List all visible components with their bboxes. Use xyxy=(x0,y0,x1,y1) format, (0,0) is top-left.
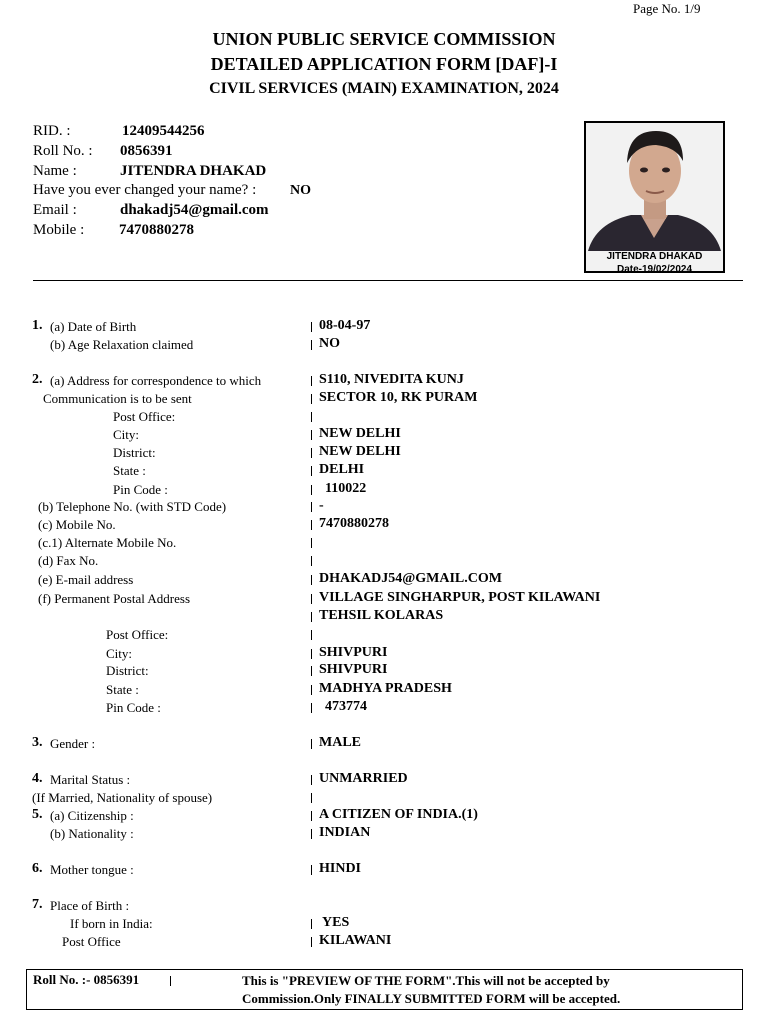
perm-state-label: State : xyxy=(106,682,139,697)
separator xyxy=(311,394,312,404)
address-line-1: S110, NIVEDITA KUNJ xyxy=(319,372,464,387)
gender-value: MALE xyxy=(319,735,361,750)
mother-tongue-value: HINDI xyxy=(319,861,362,876)
perm-post-office-label: Post Office: xyxy=(106,627,169,642)
preview-notice-line-1: This is "PREVIEW OF THE FORM".This will not be accepted by xyxy=(242,973,610,988)
spouse-nationality-label: (If Married, Nationality of spouse) xyxy=(32,790,213,805)
separator xyxy=(311,612,312,622)
rid-value: 12409544256 xyxy=(122,123,205,139)
name-value: JITENDRA DHAKAD xyxy=(120,163,267,179)
separator xyxy=(311,448,312,458)
photo-caption-date: Date-19/02/2024 xyxy=(616,264,693,273)
nationality-label: (b) Nationality : xyxy=(50,826,134,841)
email-address-value: DHAKADJ54@GMAIL.COM xyxy=(319,571,502,586)
post-office-label: Post Office: xyxy=(113,409,176,424)
citizenship-label: (a) Citizenship : xyxy=(50,808,134,823)
state-label: State : xyxy=(113,463,146,478)
separator xyxy=(311,811,312,821)
perm-pin-code-value: 473774 xyxy=(325,699,367,714)
separator xyxy=(170,976,171,986)
mobile-label: Mobile : xyxy=(33,222,85,238)
birth-post-office-value: KILAWANI xyxy=(319,933,392,948)
item-number-2: 2. xyxy=(32,372,43,387)
city-label: City: xyxy=(113,427,140,442)
permanent-address-label: (f) Permanent Postal Address xyxy=(38,591,191,606)
separator xyxy=(311,520,312,530)
separator xyxy=(311,739,312,749)
dob-value: 08-04-97 xyxy=(319,318,371,333)
separator xyxy=(311,376,312,386)
rid-label: RID. : xyxy=(33,123,71,139)
permanent-address-line-1: VILLAGE SINGHARPUR, POST KILAWANI xyxy=(319,590,601,605)
separator xyxy=(311,575,312,585)
item-number-1: 1. xyxy=(32,318,43,333)
marital-status-value: UNMARRIED xyxy=(319,771,408,786)
item-number-3: 3. xyxy=(32,735,43,750)
age-relaxation-value: NO xyxy=(319,336,340,351)
candidate-photo xyxy=(584,121,725,273)
address-label: (a) Address for correspondence to which xyxy=(50,373,262,388)
mobile-no-label: (c) Mobile No. xyxy=(38,517,116,532)
mother-tongue-label: Mother tongue : xyxy=(50,862,134,877)
mobile-value: 7470880278 xyxy=(119,222,194,238)
separator xyxy=(311,485,312,495)
born-in-india-label: If born in India: xyxy=(70,916,153,931)
separator xyxy=(311,412,312,422)
fax-label: (d) Fax No. xyxy=(38,553,99,568)
city-value: NEW DELHI xyxy=(319,426,401,441)
nationality-value: INDIAN xyxy=(319,825,371,840)
title-form: DETAILED APPLICATION FORM [DAF]-I xyxy=(210,54,558,74)
dob-label: (a) Date of Birth xyxy=(50,319,137,334)
roll-value: 0856391 xyxy=(120,143,173,159)
preview-footer xyxy=(26,969,743,1010)
state-value: DELHI xyxy=(319,462,365,477)
photo-caption-name: JITENDRA DHAKAD xyxy=(606,251,703,262)
district-value: NEW DELHI xyxy=(319,444,401,459)
email-label: Email : xyxy=(33,202,77,218)
item-number-5: 5. xyxy=(32,807,43,822)
separator xyxy=(311,538,312,548)
name-changed-label: Have you ever changed your name? : xyxy=(33,182,257,198)
perm-city-label: City: xyxy=(106,646,133,661)
district-label: District: xyxy=(113,445,156,460)
telephone-value: - xyxy=(319,498,324,513)
separator xyxy=(311,829,312,839)
perm-pin-code-label: Pin Code : xyxy=(106,700,161,715)
separator xyxy=(311,775,312,785)
separator xyxy=(311,556,312,566)
age-relaxation-label: (b) Age Relaxation claimed xyxy=(50,337,194,352)
footer-roll-number: Roll No. :- 0856391 xyxy=(33,972,140,987)
page-number: Page No. 1/9 xyxy=(633,1,701,16)
pin-code-value: 110022 xyxy=(325,481,367,496)
name-label: Name : xyxy=(33,163,77,179)
perm-district-label: District: xyxy=(106,663,149,678)
item-number-4: 4. xyxy=(32,771,43,786)
preview-notice-line-2: Commission.Only FINALLY SUBMITTED FORM will be accepted. xyxy=(242,991,621,1006)
title-commission: UNION PUBLIC SERVICE COMMISSION xyxy=(212,29,556,49)
perm-district-value: SHIVPURI xyxy=(319,662,388,677)
name-changed-value: NO xyxy=(290,183,311,198)
perm-state-value: MADHYA PRADESH xyxy=(319,681,452,696)
item-number-6: 6. xyxy=(32,861,43,876)
birth-post-office-label: Post Office xyxy=(62,934,121,949)
separator xyxy=(311,793,312,803)
email-value: dhakadj54@gmail.com xyxy=(120,202,269,218)
marital-status-label: Marital Status : xyxy=(50,772,131,787)
header-divider xyxy=(33,280,743,281)
separator xyxy=(311,322,312,332)
separator xyxy=(311,865,312,875)
telephone-label: (b) Telephone No. (with STD Code) xyxy=(38,499,227,514)
mobile-no-value: 7470880278 xyxy=(319,516,389,531)
citizenship-value: A CITIZEN OF INDIA.(1) xyxy=(319,807,478,822)
separator xyxy=(311,937,312,947)
separator xyxy=(311,649,312,659)
gender-label: Gender : xyxy=(50,736,96,751)
separator xyxy=(311,919,312,929)
separator xyxy=(311,466,312,476)
separator xyxy=(311,340,312,350)
portrait-image xyxy=(586,123,723,271)
place-of-birth-label: Place of Birth : xyxy=(50,898,130,913)
title-exam: CIVIL SERVICES (MAIN) EXAMINATION, 2024 xyxy=(209,80,559,97)
item-number-7: 7. xyxy=(32,897,43,912)
perm-city-value: SHIVPURI xyxy=(319,645,388,660)
address-line-2: SECTOR 10, RK PURAM xyxy=(319,390,478,405)
born-in-india-value: YES xyxy=(322,915,350,930)
separator xyxy=(311,594,312,604)
separator xyxy=(311,685,312,695)
email-address-label: (e) E-mail address xyxy=(38,572,134,587)
permanent-address-line-2: TEHSIL KOLARAS xyxy=(319,608,444,623)
preview-notice xyxy=(242,972,620,1008)
separator xyxy=(311,703,312,713)
separator xyxy=(311,666,312,676)
pin-code-label: Pin Code : xyxy=(113,482,168,497)
separator xyxy=(311,502,312,512)
alternate-mobile-label: (c.1) Alternate Mobile No. xyxy=(38,535,177,550)
roll-label: Roll No. : xyxy=(33,143,93,159)
separator xyxy=(311,430,312,440)
address-label-continued: Communication is to be sent xyxy=(43,391,192,406)
separator xyxy=(311,630,312,640)
